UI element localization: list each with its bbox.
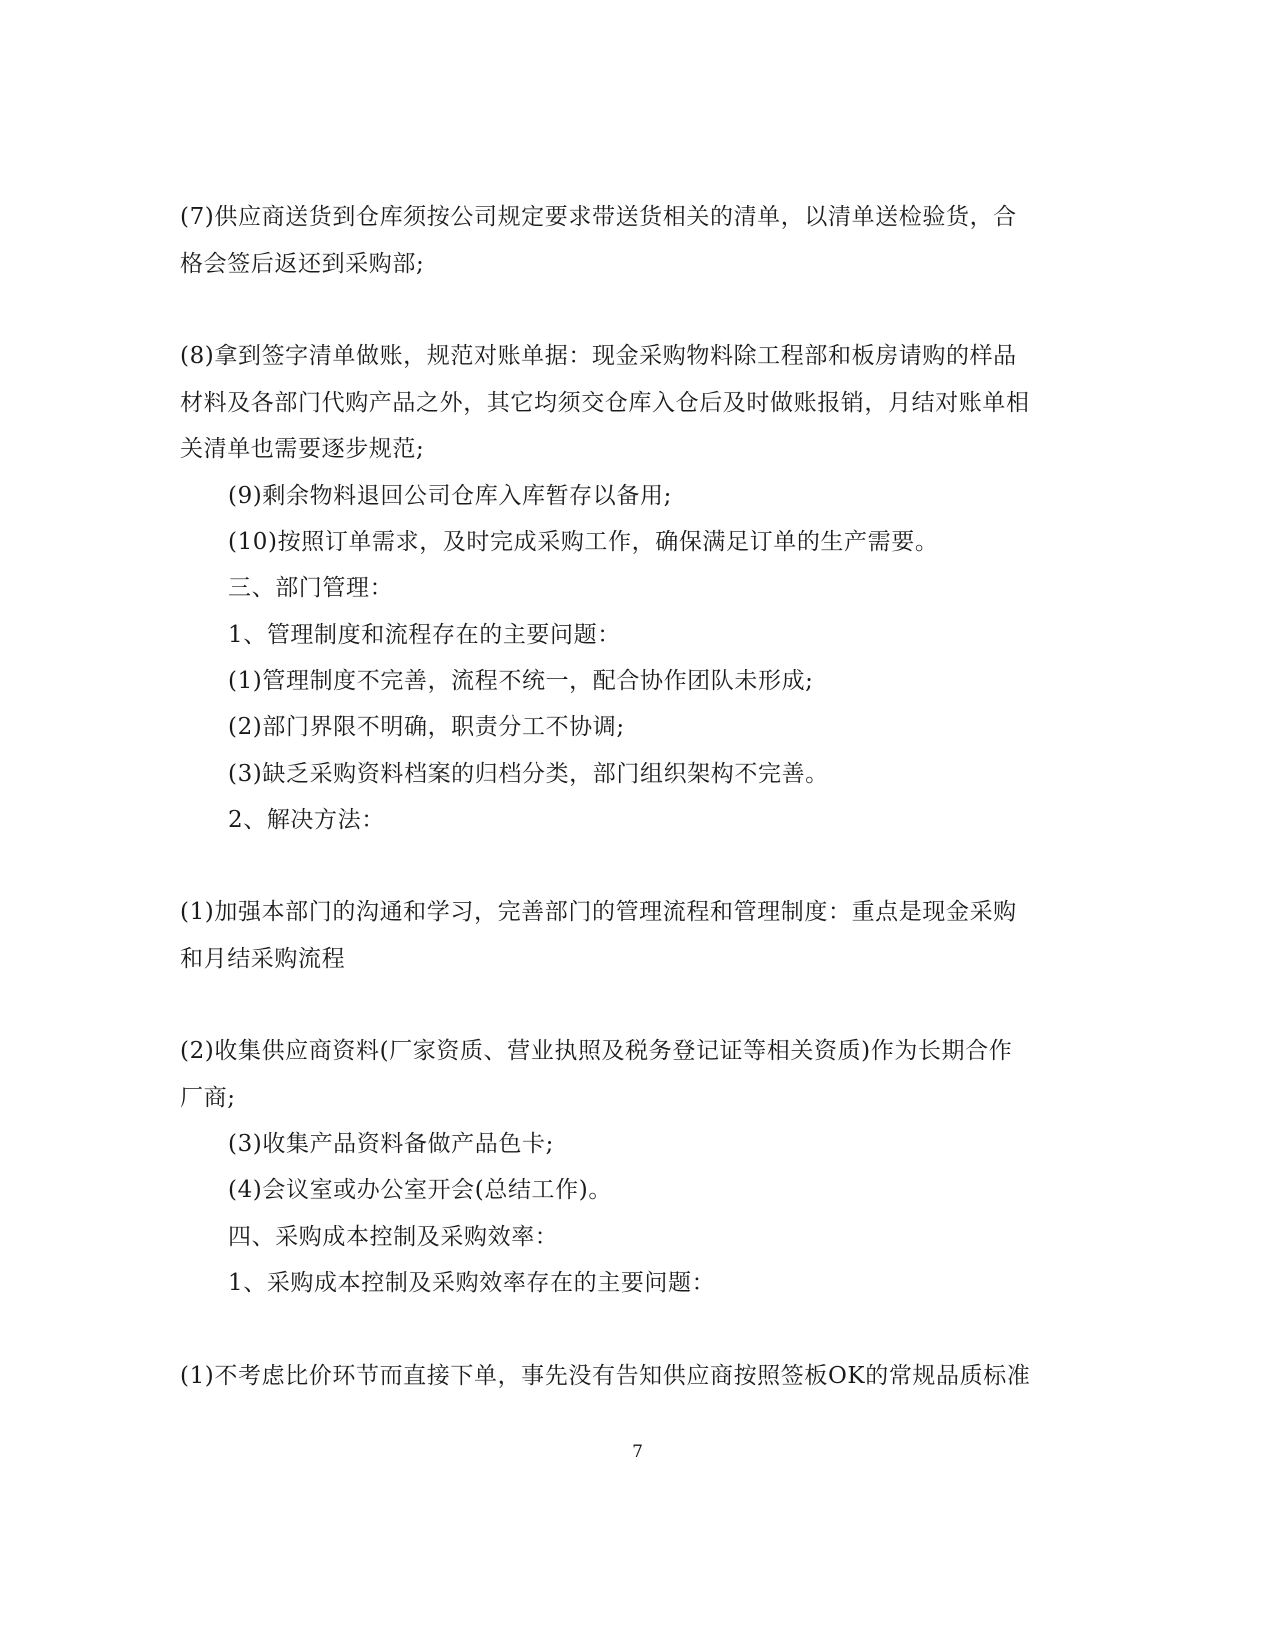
paragraph-8-line-2: 材料及各部门代购产品之外，其它均须交仓库入仓后及时做账报销，月结对账单相 bbox=[180, 390, 1030, 416]
solution-item-1-line-2: 和月结采购流程 bbox=[180, 946, 346, 972]
paragraph-8-line-1: (8)拿到签字清单做账，规范对账单据：现金采购物料除工程部和板房请购的样品 bbox=[180, 343, 1017, 369]
solution-item-3: (3)收集产品资料备做产品色卡; bbox=[228, 1131, 554, 1157]
subheading-solutions: 2、解决方法： bbox=[228, 807, 385, 833]
page-number: 7 bbox=[632, 1442, 643, 1462]
subheading-cost-problems: 1、采购成本控制及采购效率存在的主要问题： bbox=[228, 1270, 716, 1296]
subheading-problems: 1、管理制度和流程存在的主要问题： bbox=[228, 622, 621, 648]
paragraph-10: (10)按照订单需求，及时完成采购工作，确保满足订单的生产需要。 bbox=[228, 529, 939, 555]
solution-item-4: (4)会议室或办公室开会(总结工作)。 bbox=[228, 1177, 612, 1203]
paragraph-7-line-2: 格会签后返还到采购部; bbox=[180, 251, 425, 277]
problem-item-1: (1)管理制度不完善，流程不统一，配合协作团队未形成; bbox=[228, 668, 814, 694]
problem-item-2: (2)部门界限不明确，职责分工不协调; bbox=[228, 714, 625, 740]
solution-item-2-line-2: 厂商; bbox=[180, 1085, 236, 1111]
solution-item-1-line-1: (1)加强本部门的沟通和学习，完善部门的管理流程和管理制度：重点是现金采购 bbox=[180, 899, 1017, 925]
cost-problem-item-1: (1)不考虑比价环节而直接下单，事先没有告知供应商按照签板OK的常规品质标准 bbox=[180, 1363, 1031, 1389]
paragraph-9: (9)剩余物料退回公司仓库入库暂存以备用; bbox=[228, 483, 672, 509]
problem-item-3: (3)缺乏采购资料档案的归档分类，部门组织架构不完善。 bbox=[228, 761, 829, 787]
section-heading-4: 四、采购成本控制及采购效率： bbox=[228, 1224, 559, 1250]
section-heading-3: 三、部门管理： bbox=[228, 575, 394, 601]
paragraph-7-line-1: (7)供应商送货到仓库须按公司规定要求带送货相关的清单，以清单送检验货，合 bbox=[180, 204, 1017, 230]
solution-item-2-line-1: (2)收集供应商资料(厂家资质、营业执照及税务登记证等相关资质)作为长期合作 bbox=[180, 1038, 1013, 1064]
paragraph-8-line-3: 关清单也需要逐步规范; bbox=[180, 436, 425, 462]
